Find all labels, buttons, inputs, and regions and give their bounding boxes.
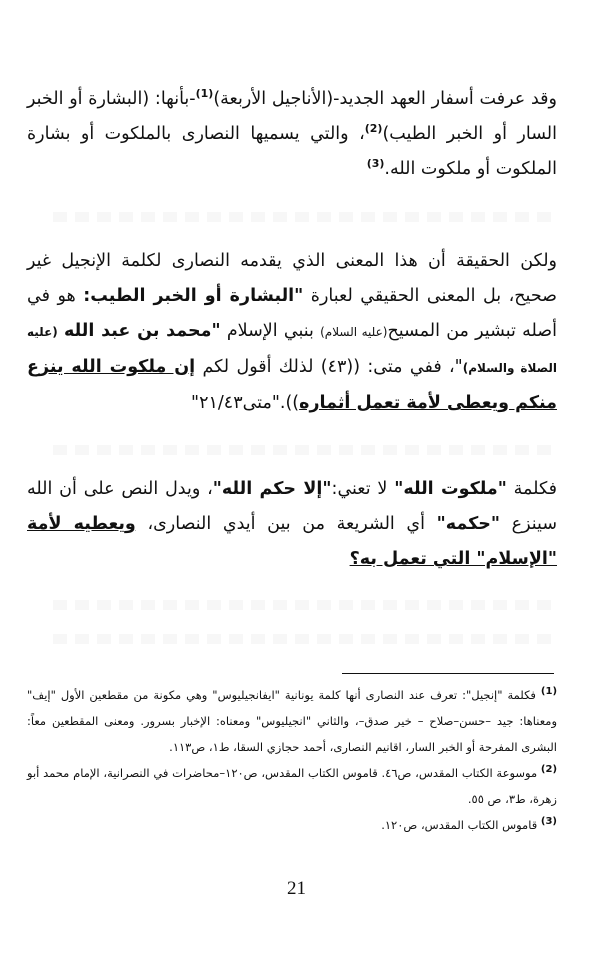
bleed-through-line (53, 600, 553, 610)
footnote-3: (3) قاموس الكتاب المقدس، ص١٢٠. (381, 816, 557, 832)
conclusion-underlined: ويعطيه لأمة "الإسلام" التي تعمل به؟ (27, 514, 557, 569)
paragraph-intro: وقد عرفت أسفار العهد الجديد-(الأناجيل الأربعة)$^{(1)}$-بأنها: (البشارة أو الخبر السار أو الخبر الطيب)$^{(2)}$، والتي يسميها النصارى بالملكوت أو بشارة الملكوت أو ملكوت الله.$^{(3)}$ (27, 87, 557, 179)
term-good-news: "البشارة أو الخبر الطيب: (83, 286, 304, 306)
paragraph-kingdom-of-god: فكلمة "ملكوت الله" لا تعني:"إلا حكم الله"، ويدل النص على أن الله سينزع "حكمه" أي الشريعة من بين أيدي النصارى، ويعطيه لأمة "الإسلام" التي تعمل به؟ (27, 479, 557, 569)
term-rule-of-god: "إلا حكم الله" (212, 479, 332, 499)
bleed-through-line (53, 634, 553, 644)
honorific-alayhi-salam: (عليه السلام) (320, 325, 388, 339)
footnote-1: (1) فكلمة "إنجيل": تعرف عند النصارى أنها كلمة يونانية "ايفانجيليوس" وهي مكونة من مقطعين الأول "إيف" ومعناها: جيد –حسن–صلاح – خير صدق–، والثاني "انجيليوس" ومعناه: الإخبار بسرور. ومعنى المقطعين معاً: البشرى المفرحة أو الخبر السار، اقانيم النصارى، أحمد حجازي السقا، ط١، ص١١٣. (27, 686, 558, 754)
footnote-2: (2) موسوعة الكتاب المقدس، ص٤٦. قاموس الكتاب المقدس، ص١٢٠–محاضرات في النصرانية، الإمام محمد أبو زهرة، ط٣، ص ٥٥. (27, 764, 558, 806)
footnote-ref-1: (1) (195, 87, 214, 101)
term-his-rule: "حكمه" (436, 514, 501, 534)
honorific-salat-salam: (عليه الصلاة والسلام) (27, 325, 558, 375)
bleed-through-line (53, 445, 553, 455)
bleed-through-line (53, 212, 553, 222)
page-number: 21 (287, 878, 306, 899)
footnotes (27, 682, 557, 838)
footnote-ref-2: (2) (364, 122, 383, 136)
gospel-quote-underlined: إن ملكوت الله ينزع منكم ويعطى لأمة تعمل أثماره (27, 357, 557, 413)
paragraph-true-meaning: ولكن الحقيقة أن هذا المعنى الذي يقدمه النصارى لكلمة الإنجيل غير صحيح، بل المعنى الحقيقي لعبارة "البشارة أو الخبر الطيب: هو في أصله تبشير من المسيح(عليه السلام) بنبي الإسلام "محمد بن عبد الله (عليه الصلاة والسلام)"، ففي متى: ((٤٣) لذلك أقول لكم إن ملكوت الله ينزع منكم ويعطى لأمة تعمل أثماره))."متى٢١/٤٣" (27, 251, 558, 413)
prophet-name: "محمد بن عبد الله (64, 321, 221, 341)
footnote-ref-3: (3) (366, 157, 385, 171)
footnote-separator (342, 673, 554, 674)
term-kingdom-of-god: "ملكوت الله" (394, 479, 507, 499)
